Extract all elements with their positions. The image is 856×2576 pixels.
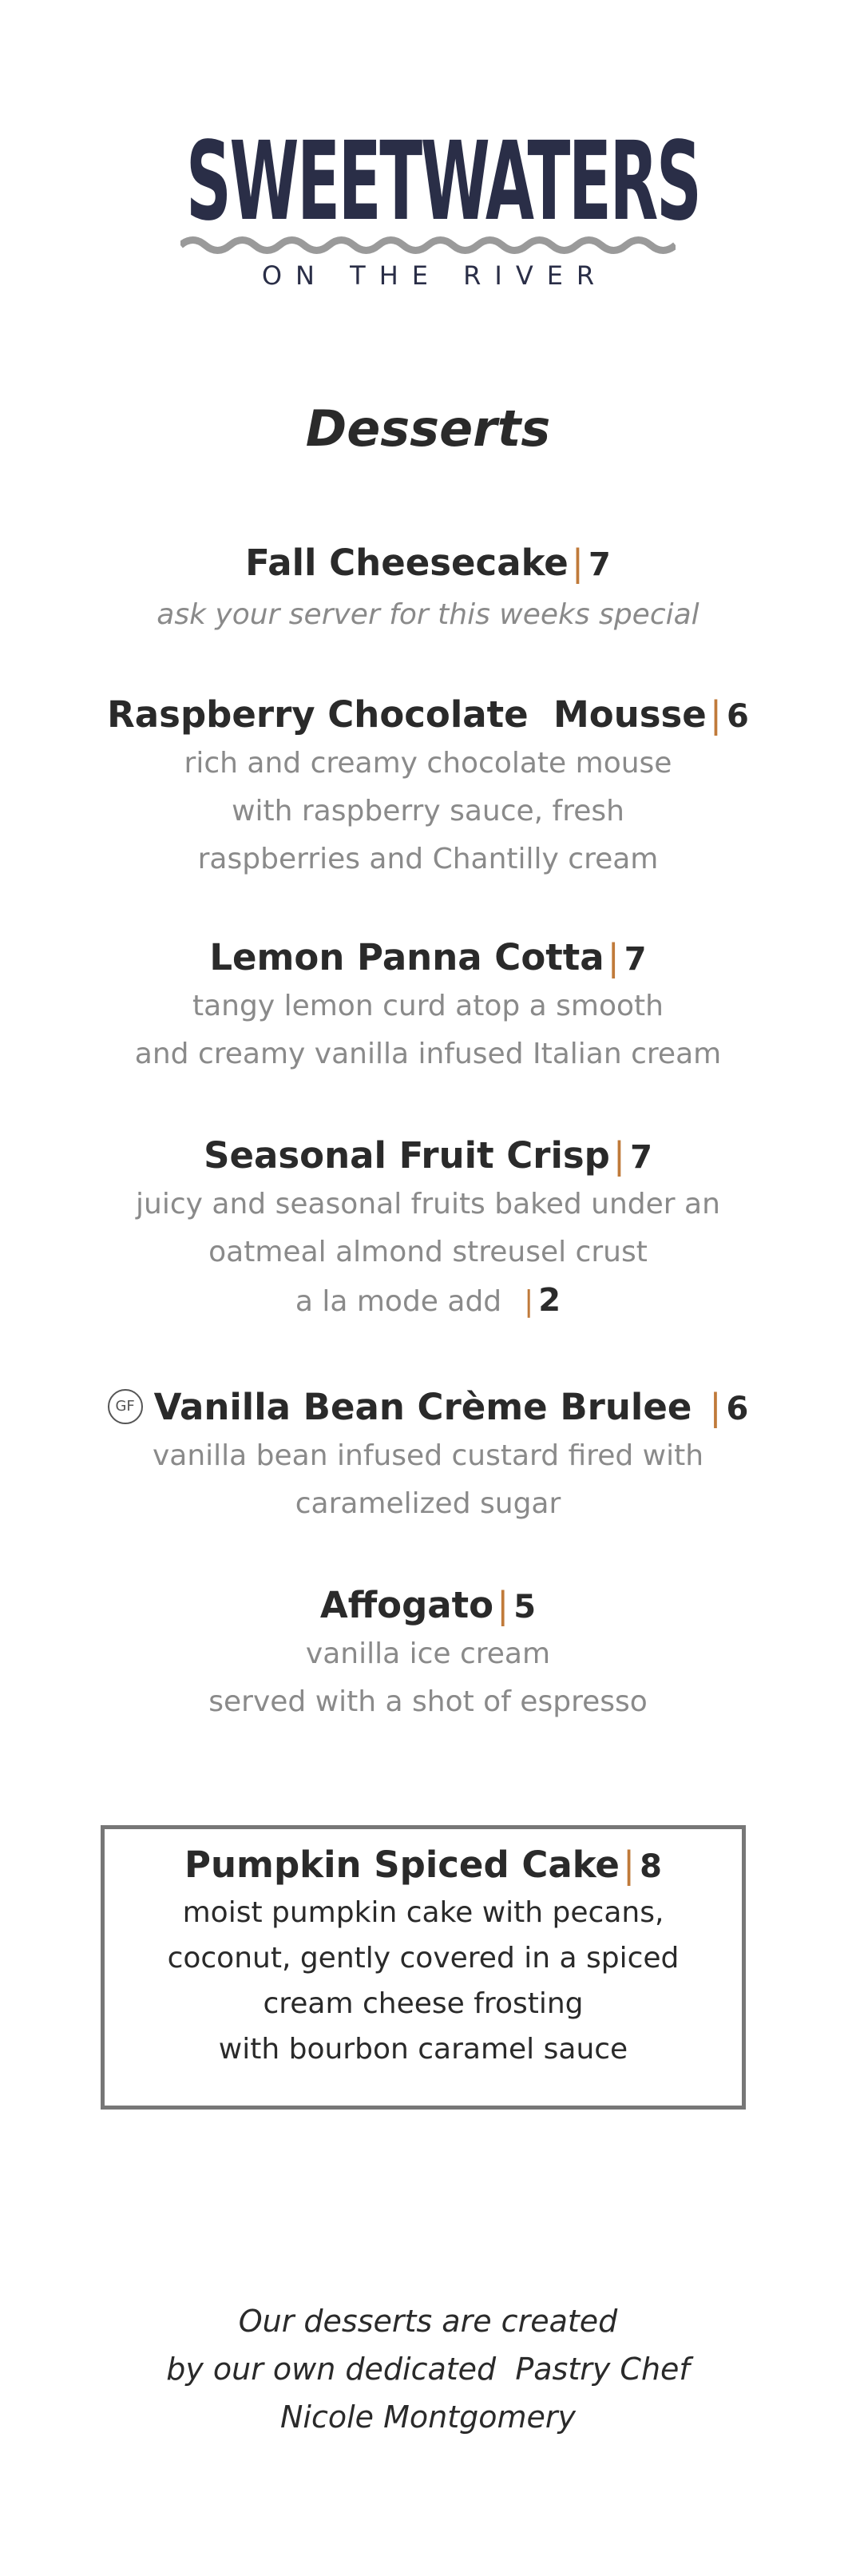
item-price: 7 [624, 941, 647, 978]
featured-item-price: 8 [640, 1848, 662, 1885]
item-description [0, 1432, 856, 1528]
logo-wordmark: SWEETWATERS [185, 119, 700, 245]
menu-item [0, 1386, 856, 1528]
item-name: Lemon Panna Cotta [209, 936, 604, 978]
item-description [0, 982, 856, 1078]
description-line: cream cheese frosting [263, 1987, 584, 2020]
featured-item-heading [105, 1844, 742, 1887]
logo-tagline: ON THE RIVER [261, 260, 608, 291]
item-price: 6 [727, 698, 749, 735]
item-heading [0, 1134, 856, 1177]
page-title: Desserts [305, 399, 551, 458]
item-name: Fall Cheesecake [245, 542, 569, 584]
description-line: vanilla ice cream [305, 1637, 551, 1670]
footer-line: Our desserts are created [238, 2304, 618, 2339]
price-separator: | [524, 1285, 534, 1318]
item-description: ask your server for this weeks special [157, 598, 699, 631]
item-heading [0, 936, 856, 979]
addon-line [0, 1276, 856, 1326]
item-name: Seasonal Fruit Crisp [204, 1134, 610, 1177]
featured-item-description [105, 1890, 742, 2072]
item-name: Affogato [319, 1584, 494, 1626]
description-line: moist pumpkin cake with pecans, [182, 1896, 664, 1929]
addon-price: 2 [538, 1282, 561, 1319]
item-description [0, 740, 856, 883]
description-line: and creamy vanilla infused Italian cream [134, 1038, 722, 1070]
item-heading [0, 542, 856, 585]
price-separator: | [612, 1134, 626, 1177]
item-description [0, 1181, 856, 1326]
item-price: 7 [630, 1139, 652, 1176]
item-description [0, 1630, 856, 1726]
featured-item-box [101, 1825, 746, 2110]
restaurant-logo [0, 119, 856, 291]
item-heading [0, 1584, 856, 1627]
price-separator: | [607, 936, 620, 978]
menu-item [0, 1584, 856, 1726]
menu-item [0, 693, 856, 883]
price-separator: | [709, 693, 722, 736]
description-line: rich and creamy chocolate mouse [184, 747, 672, 780]
item-price: 7 [588, 546, 611, 583]
footer-line: by our own dedicated Pastry Chef [166, 2352, 690, 2387]
description-line: vanilla bean infused custard fired with [152, 1439, 704, 1472]
description-line: caramelized sugar [295, 1487, 561, 1520]
pastry-chef-credit [0, 2297, 856, 2441]
description-line: raspberries and Chantilly cream [197, 843, 659, 875]
description-line: oatmeal almond streusel crust [208, 1236, 648, 1268]
price-separator: | [709, 1386, 722, 1428]
item-price: 5 [513, 1589, 537, 1625]
price-separator: | [497, 1584, 509, 1626]
menu-item [0, 542, 856, 639]
description-line: with bourbon caramel sauce [218, 2033, 628, 2066]
featured-item-name: Pumpkin Spiced Cake [184, 1844, 620, 1886]
footer-line: Nicole Montgomery [279, 2399, 577, 2435]
price-separator: | [571, 542, 584, 584]
addon-label: a la mode add [295, 1285, 502, 1318]
description-line: juicy and seasonal fruits baked under an [136, 1188, 720, 1221]
item-heading [0, 1386, 856, 1429]
item-name: Vanilla Bean Crème Brulee [153, 1386, 692, 1428]
description-line: served with a shot of espresso [208, 1685, 648, 1718]
menu-item [0, 1134, 856, 1326]
description-line: tangy lemon curd atop a smooth [192, 990, 664, 1022]
description-line: with raspberry sauce, fresh [232, 795, 624, 828]
price-separator: | [622, 1844, 636, 1886]
item-name: Raspberry Chocolate Mousse [107, 693, 707, 736]
item-price: 6 [726, 1391, 749, 1427]
menu-item [0, 936, 856, 1078]
item-heading [0, 693, 856, 736]
gluten-free-icon: GF [108, 1389, 143, 1424]
description-line: coconut, gently covered in a spiced [167, 1942, 680, 1975]
